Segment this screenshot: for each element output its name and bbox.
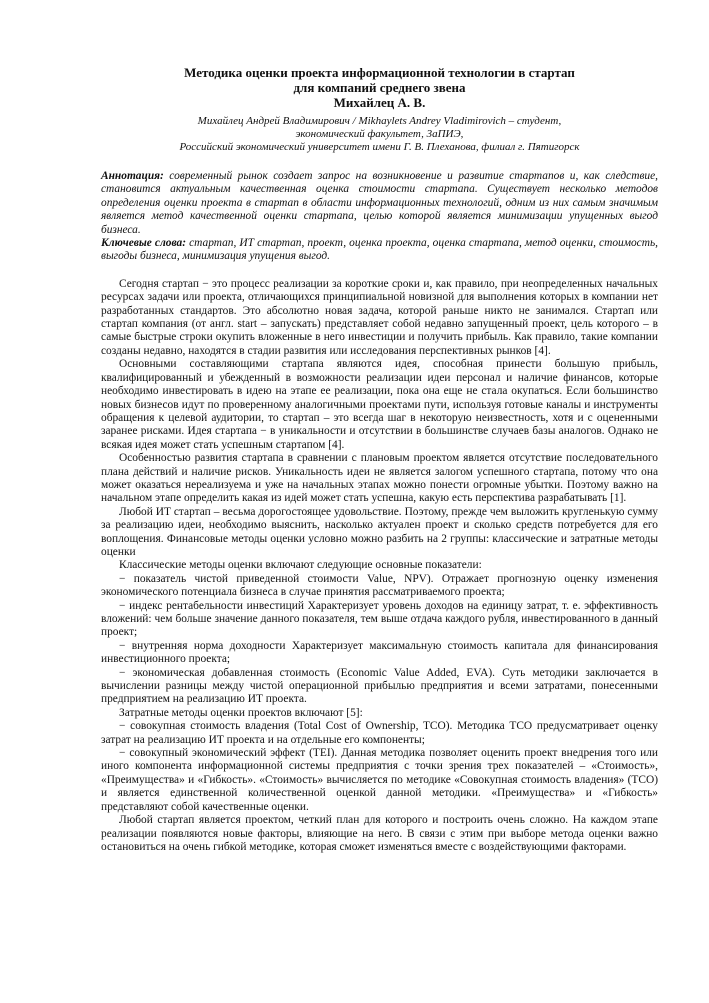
list-item: − экономическая добавленная стоимость (Economic Value Added, EVA). Суть методики заключается в вычислении разницы между чистой операционной прибылью предприятия и всеми затратами, понесенными предприятием на реализацию ИТ проекта. bbox=[101, 666, 658, 706]
abstract-paragraph bbox=[101, 170, 658, 237]
abstract-label: Аннотация: bbox=[101, 170, 164, 182]
abstract-text: современный рынок создает запрос на возникновение и развитие стартапов и, как следствие, становится актуальным качественная оценка стоимости стартапа. Существует несколько методов определения оценки проекта в стартап в области информационных технологий, одним из них самым значимым является метод качественной оценки стартапа, целью которой является минимизации упущенных выгод бизнеса. bbox=[101, 170, 658, 236]
article-page bbox=[101, 65, 658, 854]
list-item: − показатель чистой приведенной стоимости Value, NPV). Отражает прогнозную оценку изменения экономического потенциала бизнеса в случае принятия рассматриваемого проекта; bbox=[101, 572, 658, 599]
list-item: − внутренняя норма доходности Характеризует максимальную стоимость капитала для финансирования инвестиционного проекта; bbox=[101, 639, 658, 666]
body-paragraph: Любой ИТ стартап – весьма дорогостоящее удовольствие. Поэтому, прежде чем выложить кругленькую сумму за реализацию идеи, необходимо выяснить, насколько актуален проект и сколько средств потребуется для его воплощения. Финансовые методы оценки условно можно разбить на 2 группы: классические и затратные методы оценки bbox=[101, 505, 658, 558]
list-item: − индекс рентабельности инвестиций Характеризует уровень доходов на единицу затрат, т. е. эффективность вложений: чем больше значение данного показателя, тем выше отдача каждого рубля, инвестированного в данный проект; bbox=[101, 599, 658, 639]
affiliation-line-2: экономический факультет, 3аПИЭ, bbox=[295, 128, 464, 140]
list-item: − совокупный экономический эффект (TEI). Данная методика позволяет оценить проект внедрения того или иного компонента информационной системы предприятия с точки зрения трех показателей – «Стоимость», «Преимущества» и «Гибкость». «Стоимость» вычисляется по методике «Совокупная стоимость владения» (TCO) и является единственной количественной оценкой данной методики. «Преимущества» и «Гибкость» представляют собой качественные оценки. bbox=[101, 747, 658, 813]
keywords-label: Ключевые слова: bbox=[101, 237, 186, 250]
article-title-line-2: для компаний среднего звена bbox=[293, 80, 466, 95]
list-item: − совокупная стоимость владения (Total Cost of Ownership, TCO). Методика TCO предусматривает оценку затрат на реализацию ИТ проекта и на отдельные его компоненты; bbox=[101, 720, 658, 746]
body-paragraph: Классические методы оценки включают следующие основные показатели: bbox=[119, 559, 482, 572]
article-title-line-1: Методика оценки проекта информационной технологии в стартап bbox=[184, 65, 575, 80]
author-name: Михайлец А. В. bbox=[333, 95, 426, 110]
body-paragraph: Затратные методы оценки проектов включают [5]: bbox=[119, 706, 363, 719]
affiliation-line-3: Российский экономический университет имени Г. В. Плеханова, филиал г. Пятигорск bbox=[179, 141, 580, 153]
article-body bbox=[101, 278, 658, 854]
affiliation-line-1: Михайлец Андрей Владимирович / Mikhaylets Andrey Vladimirovich – студент, bbox=[197, 115, 562, 127]
keywords-text: стартап, ИТ стартап, проект, оценка проекта, оценка стартапа, метод оценки, стоимость, выгоды бизнеса, минимизация упущения выгод. bbox=[101, 237, 658, 263]
body-paragraph: Особенностью развития стартапа в сравнении с плановым проектом является отсутствие последовательного плана действий и наличие рисков. Уникальность идеи не является залогом успешного стартапа, потому что она может оказаться нереализуема и уже на начальных этапах можно понести огромные убытки. Поэтому важно на начальном этапе определить какая из идей может стать успешна, какую есть перспектива разрабатывать [1]. bbox=[101, 452, 658, 505]
body-paragraph: Сегодня стартап − это процесс реализации за короткие сроки и, как правило, при неопределенных начальных ресурсах задачи или проекта, отличающихся принципиальной новизной для выполнения которых в компании нет разработанных стандартов. Это абсолютно новая задача, которой раньше никто не занимался. Стартап или стартап компания (от англ. start – запускать) представляет собой недавно запущенный проект, цель которого – в самые быстрые строки окупить вложенные в него инвестиции и получить прибыль. Как правило, такие компании созданы недавно, находятся в стадии развития или исследования перспективных рынков [4]. bbox=[101, 277, 658, 357]
abstract-block bbox=[101, 170, 658, 264]
keywords-paragraph bbox=[101, 237, 658, 264]
body-paragraph: Основными составляющими стартапа являются идея, способная принести большую прибыль, квалифицированный и убежденный в возможности реализации идеи персонал и наличие финансов, которые необходимо инвестировать в идею на этапе ее реализации, пока она еще не стала окупаться. Если большинство новых бизнесов идут по проверенному аналогичными проектами пути, используя готовые каналы и инструменты обращения к целевой аудитории, то стартап – это всегда шаг в некоторую неизвестность, хотя и с оцененными заранее рисками. Идея стартапа − в уникальности и отсутствии в большинстве случаев базы аналогов. Однако не всякая идея может стать успешным стартапом [4]. bbox=[101, 358, 658, 451]
body-paragraph: Любой стартап является проектом, четкий план для которого и построить очень сложно. На каждом этапе реализации появляются новые факторы, влияющие на него. В связи с этим при выборе метода оценки важно остановиться на очень гибкой методике, которая сможет изменяться вместе с воздействующими факторами. bbox=[101, 814, 658, 853]
